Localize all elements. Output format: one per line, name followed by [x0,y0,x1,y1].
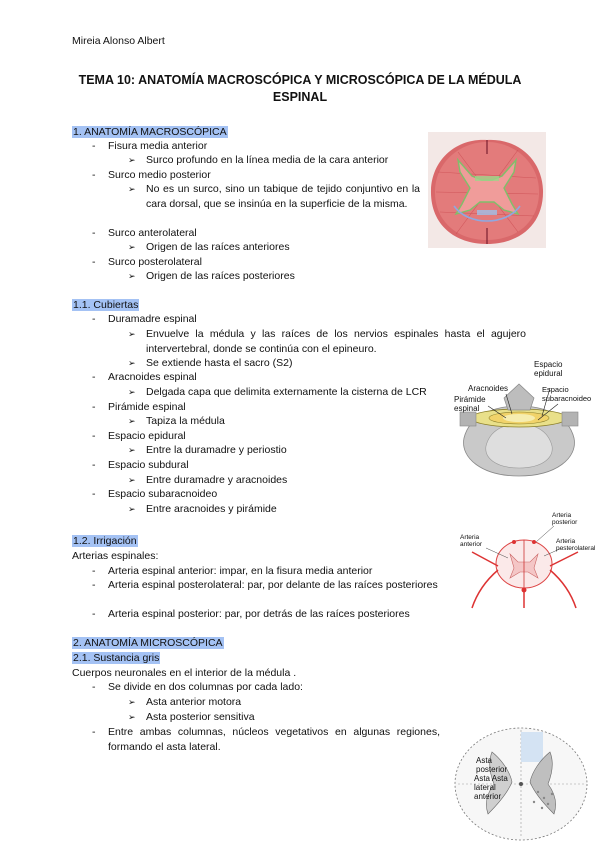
figure-label: Arteria posterolateral [556,538,596,552]
figure-label: Espacio epidural [534,360,563,378]
figure-label: Arteria posterior [552,512,578,526]
spinal-arteries-figure [458,512,596,610]
figure-label: Espacio subaracnoideo [542,385,592,403]
section-heading-1: 1. ANATOMÍA MACROSCÓPICA [73,126,227,138]
section-heading-1-1: 1.1. Cubiertas [73,299,139,311]
section-heading-2: 2. ANATOMÍA MICROSCÓPICA [73,637,223,649]
figure-label: Asta posterior [476,756,508,774]
section-intro: Arterias espinales: [72,550,159,562]
figure-label: Pirámide espinal [454,395,486,413]
author-name: Mireia Alonso Albert [72,35,165,47]
figure-label: Aracnoides [468,384,509,393]
meninges-figure [446,358,592,486]
section-heading-2-1: 2.1. Sustancia gris [73,652,160,664]
section-heading-1-2: 1.2. Irrigación [73,535,137,547]
page-title: TEMA 10: ANATOMÍA MACROSCÓPICA Y MICROSCÓPICA DE LA MÉDULA ESPINAL [78,73,522,104]
spinal-cord-section-figure [428,132,546,248]
figure-label: Arteria anterior [460,534,483,548]
figure-label: Asta Asta lateral anterior [474,774,508,801]
section-intro: Cuerpos neuronales en el interior de la médula . [72,667,297,679]
grey-matter-horns-figure [448,722,594,844]
